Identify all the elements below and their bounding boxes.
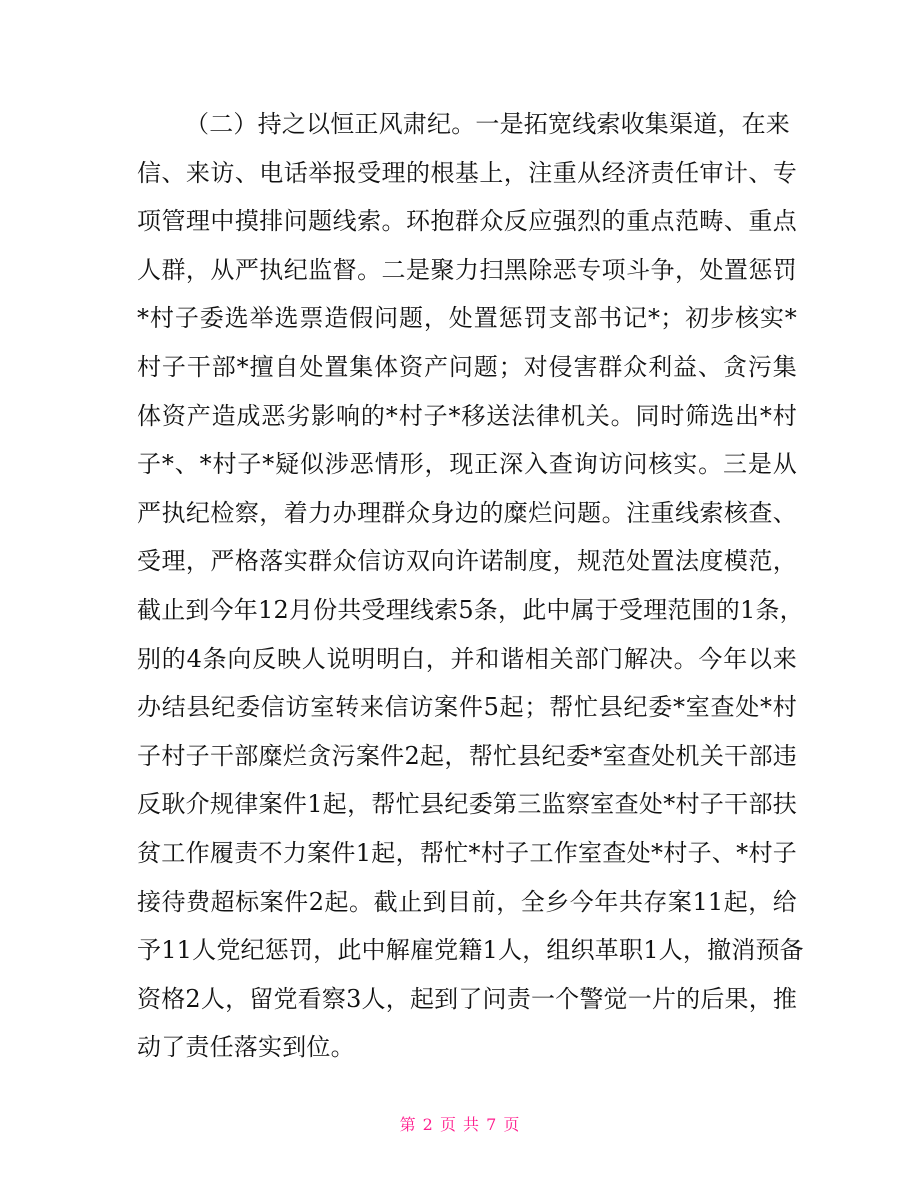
paragraph-line: 受理，严格落实群众信访双向许诺制度，规范处置法度模范， (137, 547, 797, 576)
paragraph-line: 项管理中摸排问题线索。环抱群众反应强烈的重点范畴、重点 (137, 207, 797, 236)
paragraph-line: 村子干部*擅自处置集体资产问题；对侵害群众利益、贪污集 (137, 352, 797, 381)
paragraph-line: 资格2人，留党看察3人，起到了问责一个警觉一片的后果，推 (137, 984, 798, 1013)
paragraph-line: 动了责任落实到位。 (137, 1033, 355, 1062)
page-number-footer: 第 2 页 共 7 页 (399, 1115, 521, 1134)
paragraph-line: （二）持之以恒正风肃纪。一是拓宽线索收集渠道，在来 (185, 110, 790, 138)
paragraph-line: 别的4条向反映人说明明白，并和谐相关部门解决。今年以来 (137, 644, 797, 673)
paragraph-line: 人群，从严执纪监督。二是聚力扫黑除恶专项斗争，处置惩罚 (137, 255, 797, 284)
paragraph-line: *村子委选举选票造假问题，处置惩罚支部书记*；初步核实* (137, 304, 797, 333)
paragraph-line: 子村子干部糜烂贪污案件2起，帮忙县纪委*室查处机关干部违 (137, 741, 797, 770)
paragraph-line: 严执纪检察，着力办理群众身边的糜烂问题。注重线索核查、 (137, 498, 797, 527)
paragraph-line: 反耿介规律案件1起，帮忙县纪委第三监察室查处*村子干部扶 (137, 790, 797, 819)
paragraph-line: 信、来访、电话举报受理的根基上，注重从经济责任审计、专 (137, 158, 797, 187)
paragraph-line: 办结县纪委信访室转来信访案件5起；帮忙县纪委*室查处*村 (137, 693, 797, 722)
paragraph-line: 体资产造成恶劣影响的*村子*移送法律机关。同时筛选出*村 (137, 401, 797, 430)
body-paragraph (137, 100, 804, 1072)
paragraph-line: 贫工作履责不力案件1起，帮忙*村子工作室查处*村子、*村子 (137, 838, 797, 867)
paragraph-line: 子*、*村子*疑似涉恶情形，现正深入查询访问核实。三是从 (137, 450, 797, 479)
paragraph-line: 接待费超标案件2起。截止到目前，全乡今年共存案11起，给 (137, 887, 797, 916)
paragraph-line: 予11人党纪惩罚，此中解雇党籍1人，组织革职1人，撤消预备 (137, 936, 804, 965)
paragraph-line: 截止到今年12月份共受理线索5条，此中属于受理范围的1条， (137, 595, 804, 624)
